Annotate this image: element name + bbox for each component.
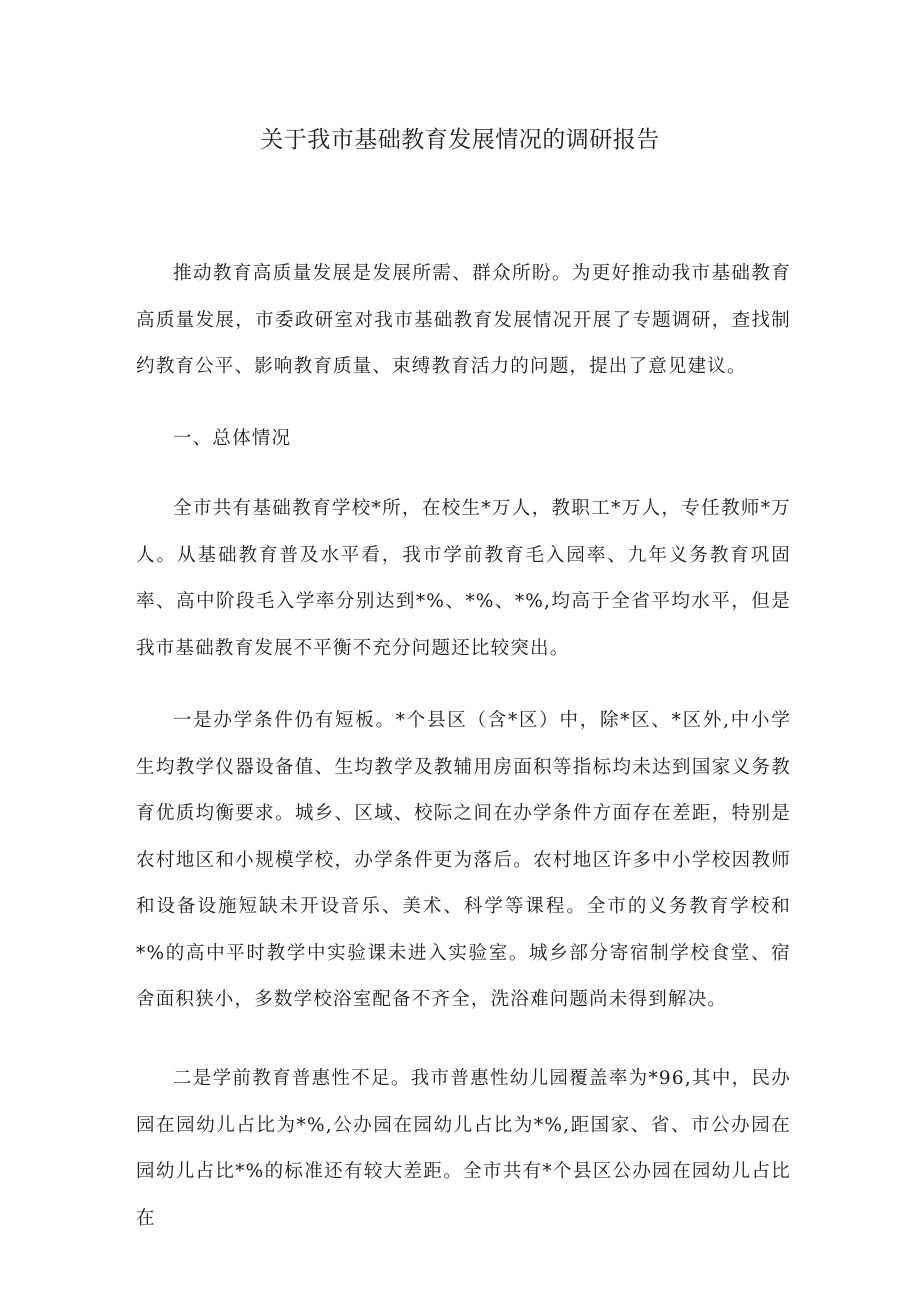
- intro-paragraph: 推动教育高质量发展是发展所需、群众所盼。为更好推动我市基础教育高质量发展，市委政研室对我市基础教育发展情况开展了专题调研，查找制约教育公平、影响教育质量、束缚教育活力的问题，提出了意见建议。: [136, 263, 791, 377]
- section-heading-overview: 一、总体情况: [173, 428, 292, 449]
- overview-paragraph: 全市共有基础教育学校*所，在校生*万人，教职工*万人，专任教师*万人。从基础教育普及水平看，我市学前教育毛入园率、九年义务教育巩固率、高中阶段毛入学率分别达到*%、*%、*%,均高于全省平均水平，但是我市基础教育发展不平衡不充分问题还比较突出。: [136, 498, 791, 659]
- point-school-conditions-paragraph: 一是办学条件仍有短板。*个县区（含*区）中，除*区、*区外,中小学生均教学仪器设备值、生均教学及教辅用房面积等指标均未达到国家义务教育优质均衡要求。城乡、区域、校际之间在办学条件方面存在差距，特别是农村地区和小规模学校，办学条件更为落后。农村地区许多中小学校因教师和设备设施短缺未开设音乐、美术、科学等课程。全市的义务教育学校和*%的高中平时教学中实验课未进入实验室。城乡部分寄宿制学校食堂、宿舍面积狭小，多数学校浴室配备不齐全，洗浴难问题尚未得到解决。: [136, 710, 791, 1010]
- document-title: 关于我市基础教育发展情况的调研报告: [260, 127, 660, 153]
- point-preschool-paragraph: 二是学前教育普惠性不足。我市普惠性幼儿园覆盖率为*96,其中，民办园在园幼儿占比为*%,公办园在园幼儿占比为*%,距国家、省、市公办园在园幼儿占比*%的标准还有较大差距。全市共有*个县区公办园在园幼儿占比在: [136, 1068, 791, 1229]
